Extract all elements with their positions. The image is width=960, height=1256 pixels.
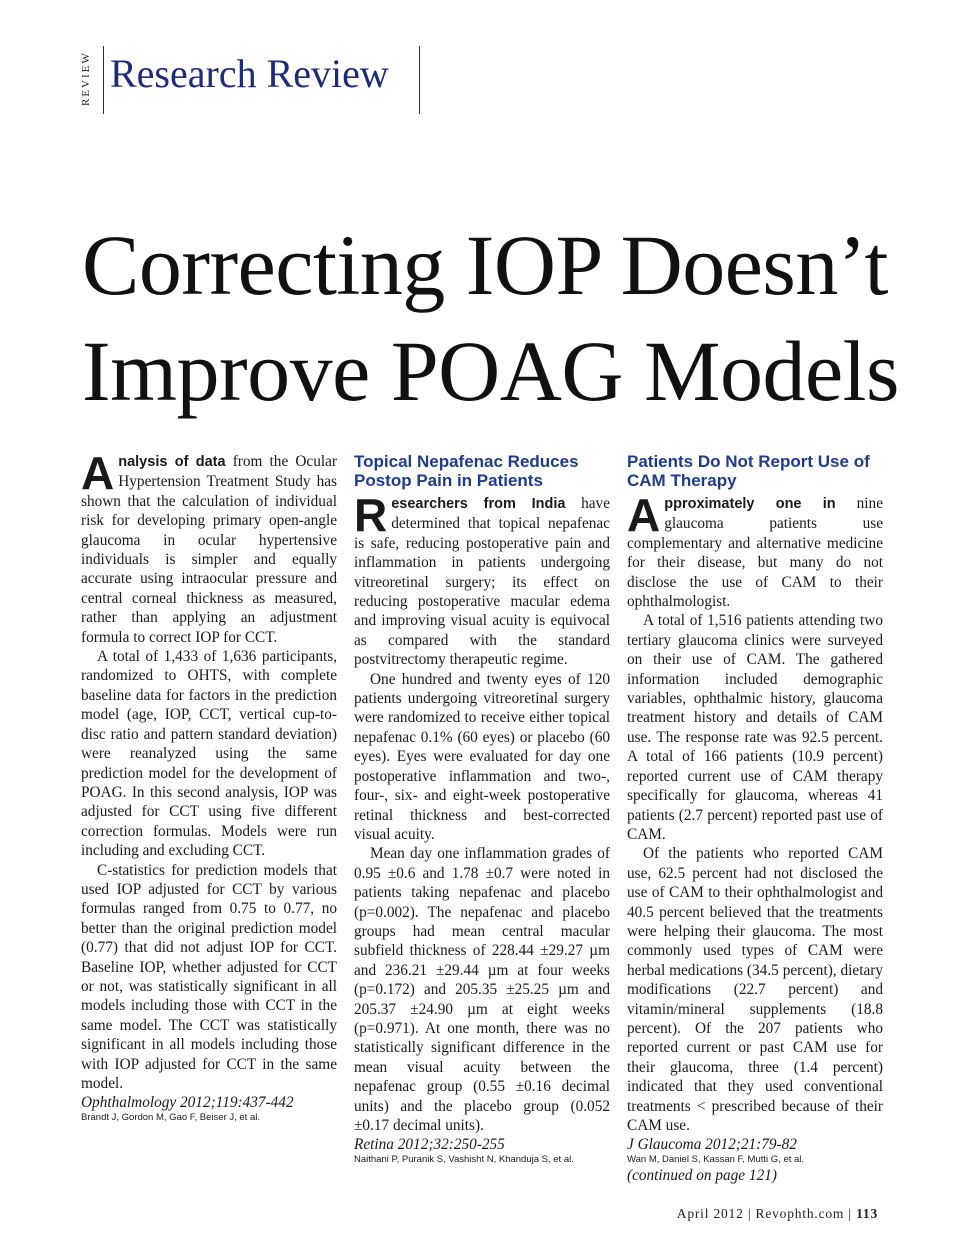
headline-line-1: Correcting IOP Doesn’t (82, 217, 888, 313)
lead-in: esearchers from India (391, 496, 566, 512)
authors: Brandt J, Gordon M, Gao F, Beiser J, et al. (81, 1112, 260, 1124)
column-nepafenac-article (354, 452, 610, 1166)
paragraph: C-statistics for prediction models that used IOP adjusted for CCT by various formulas ranged from 0.75 to 0.77, no better than the original prediction model (0.77) that did not adjust IOP for CCT. Baseline IOP, whether adjusted for CCT or not, was statistically significant in all models including those with CCT in the same model. The CCT was statistically significant in all models including those with IOP adjusted for CCT in the same model. (81, 861, 337, 1092)
paragraph: Of the patients who reported CAM use, 62.5 percent had not disclosed the use of CAM to their ophthalmologist and 40.5 percent believed that the treatments were helping their glaucoma. The most commonly used types of CAM were herbal medications (34.5 percent), dietary modifications (22.7 percent) and vitamin/mineral supplements (18.8 percent). Of the 207 patients who reported current or past CAM use for their glaucoma, three (1.4 percent) indicated that they used conventional treatments < prescribed because of their CAM use. (627, 845, 883, 1134)
article-headline (82, 212, 902, 424)
paragraph (354, 489, 610, 670)
article-subhead: Patients Do Not Report Use of CAM Therapy (627, 452, 870, 490)
drop-cap: A (627, 489, 661, 541)
paragraph-text: have determined that topical nepafenac is safe, reducing postoperative pain and inflammation in patients undergoing vitreoretinal surgery; its effect on reducing postoperative macular edema and improving visual acuity is equivocal as compared with the standard postvitrectomy therapeutic regime. (354, 495, 610, 669)
paragraph-text: nine glaucoma patients use complementary and alternative medicine for their disease, but many do not disclose the use of CAM to their ophthalmologist. (627, 495, 883, 611)
paragraph (81, 447, 337, 647)
authors: Wan M, Daniel S, Kassan F, Mutti G, et al. (627, 1154, 805, 1166)
page-number: 113 (856, 1206, 878, 1221)
divider (103, 46, 104, 114)
authors: Naithani P, Puranik S, Vashisht N, Khanduja S, et al. (354, 1154, 574, 1166)
citation: Retina 2012;32:250-255 (354, 1136, 505, 1154)
issue-date: April 2012 (676, 1206, 744, 1221)
lead-in: pproximately one in (664, 496, 836, 512)
page-footer: April 2012 | Revophth.com | 113 (676, 1206, 878, 1221)
article-subhead: Topical Nepafenac Reduces Postop Pain in Patients (354, 452, 579, 490)
paragraph: One hundred and twenty eyes of 120 patients undergoing vitreoretinal surgery were randomized to receive either topical nepafenac 0.1% (60 eyes) or placebo (60 eyes). Eyes were evaluated for day one postoperative inflammation and two-, four-, six- and eight-week postoperative retinal thickness and best-corrected visual acuity. (354, 670, 610, 843)
column-cam-article (627, 452, 883, 1186)
paragraph-text: from the Ocular Hypertension Treatment Study has shown that the calculation of individual risk for developing primary open-angle glaucoma in ocular hypertensive individuals is simpler and equally accurate using intraocular pressure and central corneal thickness as measured, rather than applying an adjustment formula to correct IOP for CCT. (81, 453, 337, 646)
section-title: Research Review (110, 51, 389, 96)
website[interactable]: Revophth.com (755, 1206, 845, 1221)
section-tag: REVIEW (80, 51, 92, 107)
lead-in: nalysis of data (118, 454, 226, 470)
paragraph: Mean day one inflammation grades of 0.95 ±0.6 and 1.78 ±0.7 were noted in patients taking nepafenac and placebo (p=0.002). The nepafenac and placebo groups had mean central macular subfield thickness of 228.44 ±29.27 µm and 236.21 ±29.44 µm at four weeks (p=0.172) and 205.35 ±25.25 µm and 205.37 ±24.90 µm at eight weeks (p=0.971). At one month, there was no statistically significant difference in the mean visual acuity between the nepafenac group (0.55 ±0.16 decimal units) and the placebo group (0.052 ±0.17 decimal units). (354, 845, 610, 1134)
citation: J Glaucoma 2012;21:79-82 (627, 1136, 797, 1154)
paragraph: A total of 1,516 patients attending two tertiary glaucoma clinics were surveyed on their use of CAM. The gathered information included demographic variables, ophthalmic history, glaucoma treatment history and details of CAM use. The response rate was 92.5 percent. A total of 166 patients (10.9 percent) reported current use of CAM therapy specifically for glaucoma, whereas 41 patients (2.7 percent) reported past use of CAM. (627, 612, 883, 843)
headline-line-2: Improve POAG Models (82, 323, 899, 419)
paragraph: A total of 1,433 of 1,636 participants, randomized to OHTS, with complete baseline data for factors in the prediction model (age, IOP, CCT, vertical cup-to-disc ratio and pattern standard deviation) were reanalyzed using the same prediction model for the development of POAG. In this second analysis, IOP was adjusted for CCT using five different correction formulas. Models were run including and excluding CCT. (81, 648, 337, 860)
continued-link[interactable]: (continued on page 121) (627, 1167, 777, 1185)
column-iop-article (81, 447, 337, 1124)
drop-cap: R (354, 489, 388, 541)
citation: Ophthalmology 2012;119:437-442 (81, 1094, 294, 1112)
divider (419, 46, 420, 114)
drop-cap: A (81, 447, 115, 499)
paragraph (627, 489, 883, 611)
